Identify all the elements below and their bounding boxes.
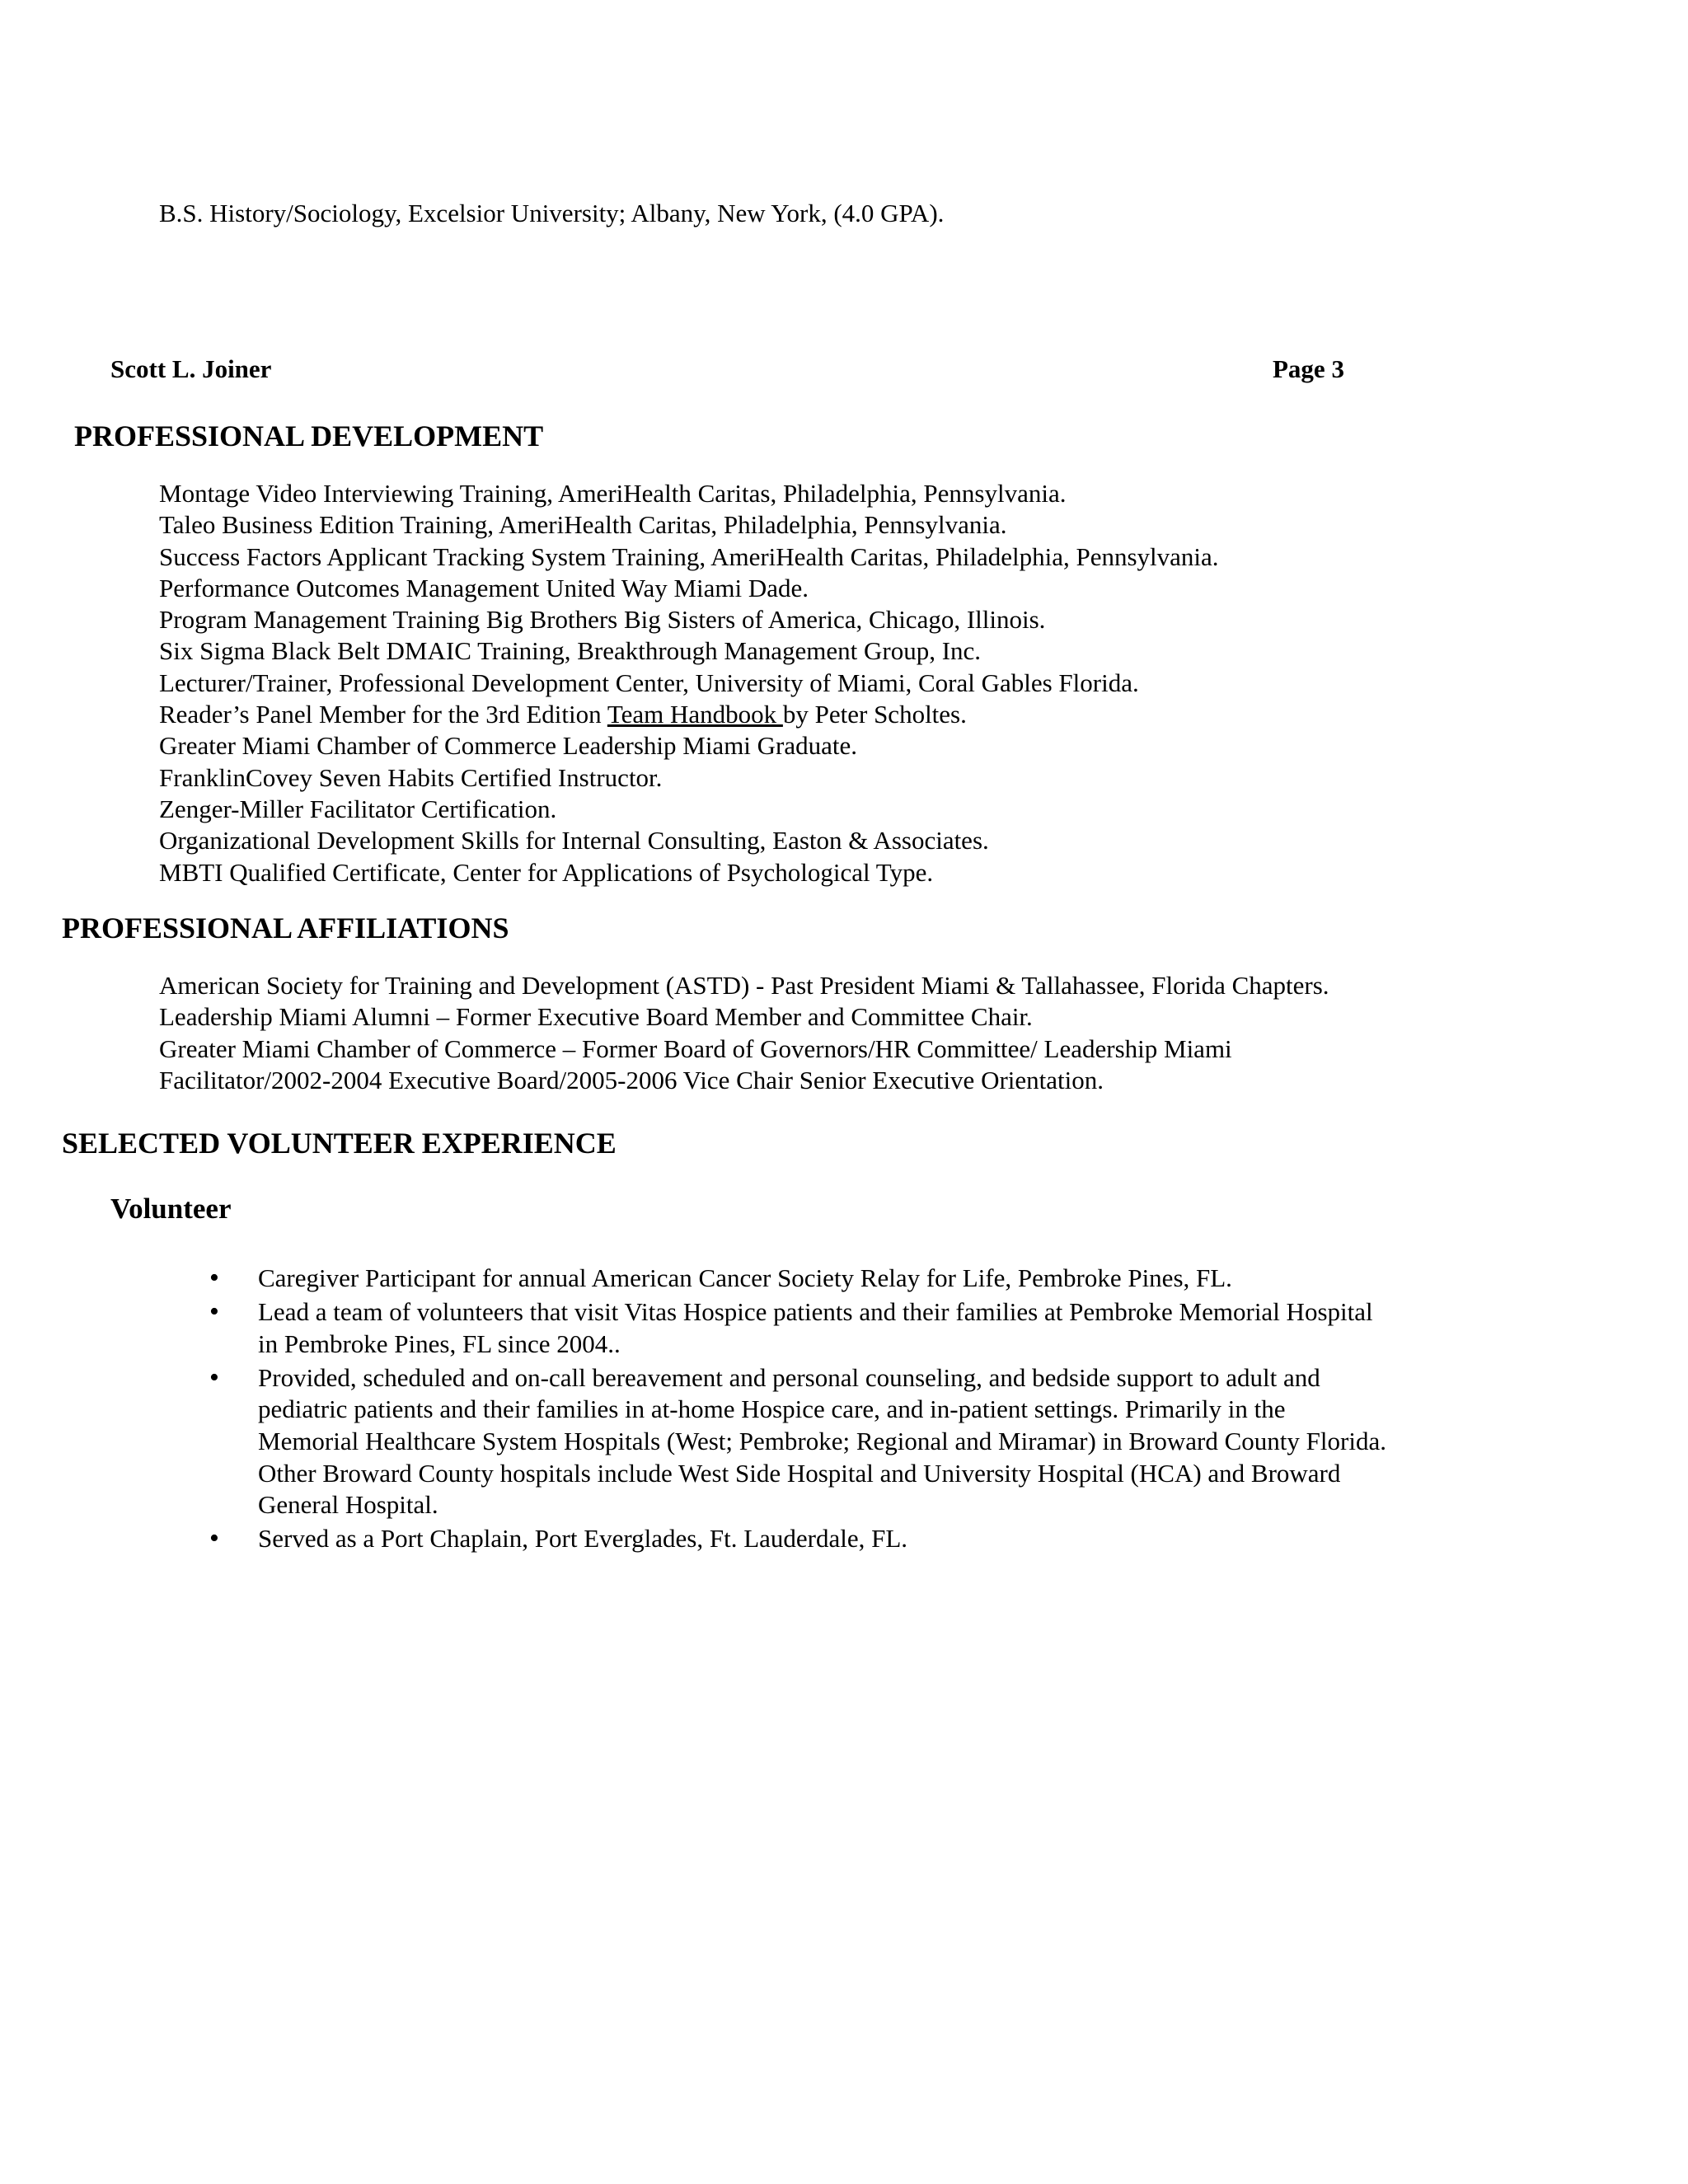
section-heading-volunteer-experience: SELECTED VOLUNTEER EXPERIENCE [62,1127,617,1160]
affiliation-line: Facilitator/2002-2004 Executive Board/2005-2006 Vice Chair Senior Executive Orientation. [159,1065,1104,1094]
bullet-line: Memorial Healthcare System Hospitals (West; Pembroke; Regional and Miramar) in Broward County Florida. [258,1426,1386,1455]
list-item: Performance Outcomes Management United Way Miami Dade. [159,573,809,602]
bullet-line: Other Broward County hospitals include West Side Hospital and University Hospital (HCA) and Broward [258,1458,1341,1488]
list-item: Taleo Business Edition Training, AmeriHealth Caritas, Philadelphia, Pennsylvania. [159,510,1007,540]
bullet-line: pediatric patients and their families in at-home Hospice care, and in-patient settings. Primarily in the [258,1394,1286,1424]
bullet-icon: • [209,1296,219,1328]
list-item: Six Sigma Black Belt DMAIC Training, Breakthrough Management Group, Inc. [159,636,982,666]
bullet-line: Served as a Port Chaplain, Port Everglades, Ft. Lauderdale, FL. [258,1524,908,1554]
list-item-readers-panel [159,699,1219,730]
list-item: Organizational Development Skills for Internal Consulting, Easton & Associates. [159,826,989,855]
list-item: Zenger-Miller Facilitator Certification. [159,794,557,823]
header-page-number: Page 3 [1273,354,1344,383]
bullet-line: Provided, scheduled and on-call bereavement and personal counseling, and bedside support to adult and [258,1362,1320,1392]
education-line: B.S. History/Sociology, Excelsior University; Albany, New York, (4.0 GPA). [159,199,945,227]
readers-panel-prefix: Reader’s Panel Member for the 3rd Edition [159,700,607,729]
list-item: Montage Video Interviewing Training, AmeriHealth Caritas, Philadelphia, Pennsylvania. [159,479,1067,508]
list-item [209,1263,1386,1295]
volunteer-bullet-list [209,1263,1386,1557]
bullet-icon: • [209,1523,219,1554]
bullet-line: in Pembroke Pines, FL since 2004.. [258,1329,621,1358]
list-item: Lecturer/Trainer, Professional Development Center, University of Miami, Coral Gables Florida. [159,668,1139,697]
list-item [209,1361,1386,1521]
section-heading-professional-development: PROFESSIONAL DEVELOPMENT [74,419,544,452]
bullet-icon: • [209,1361,219,1393]
readers-panel-suffix: by Peter Scholtes. [782,700,967,729]
volunteer-subheading: Volunteer [110,1193,232,1225]
bullet-line: Caregiver Participant for annual American Cancer Society Relay for Life, Pembroke Pines, FL. [258,1263,1232,1292]
professional-development-list [159,478,1219,888]
affiliation-line: Leadership Miami Alumni – Former Executive Board Member and Committee Chair. [159,1002,1033,1032]
list-item: Program Management Training Big Brothers Big Sisters of America, Chicago, Illinois. [159,605,1046,635]
header-name: Scott L. Joiner [110,354,272,383]
professional-affiliations-text [159,970,1329,1096]
affiliation-line: Greater Miami Chamber of Commerce – Former Board of Governors/HR Committee/ Leadership Miami [159,1033,1232,1063]
team-handbook-title: Team Handbook [607,700,783,729]
bullet-line: Lead a team of volunteers that visit Vitas Hospice patients and their families at Pembroke Memorial Hospital [258,1297,1373,1327]
bullet-line: General Hospital. [258,1490,438,1520]
list-item [209,1296,1386,1360]
section-heading-professional-affiliations: PROFESSIONAL AFFILIATIONS [62,912,509,944]
list-item [209,1523,1386,1555]
list-item: Success Factors Applicant Tracking System Training, AmeriHealth Caritas, Philadelphia, Pennsylvania. [159,541,1219,571]
list-item: Greater Miami Chamber of Commerce Leadership Miami Graduate. [159,731,858,761]
bullet-icon: • [209,1263,219,1293]
list-item: FranklinCovey Seven Habits Certified Instructor. [159,762,663,792]
list-item: MBTI Qualified Certificate, Center for Applications of Psychological Type. [159,857,934,887]
affiliation-line: American Society for Training and Development (ASTD) - Past President Miami & Tallahassee, Florida Chapters. [159,971,1329,1000]
